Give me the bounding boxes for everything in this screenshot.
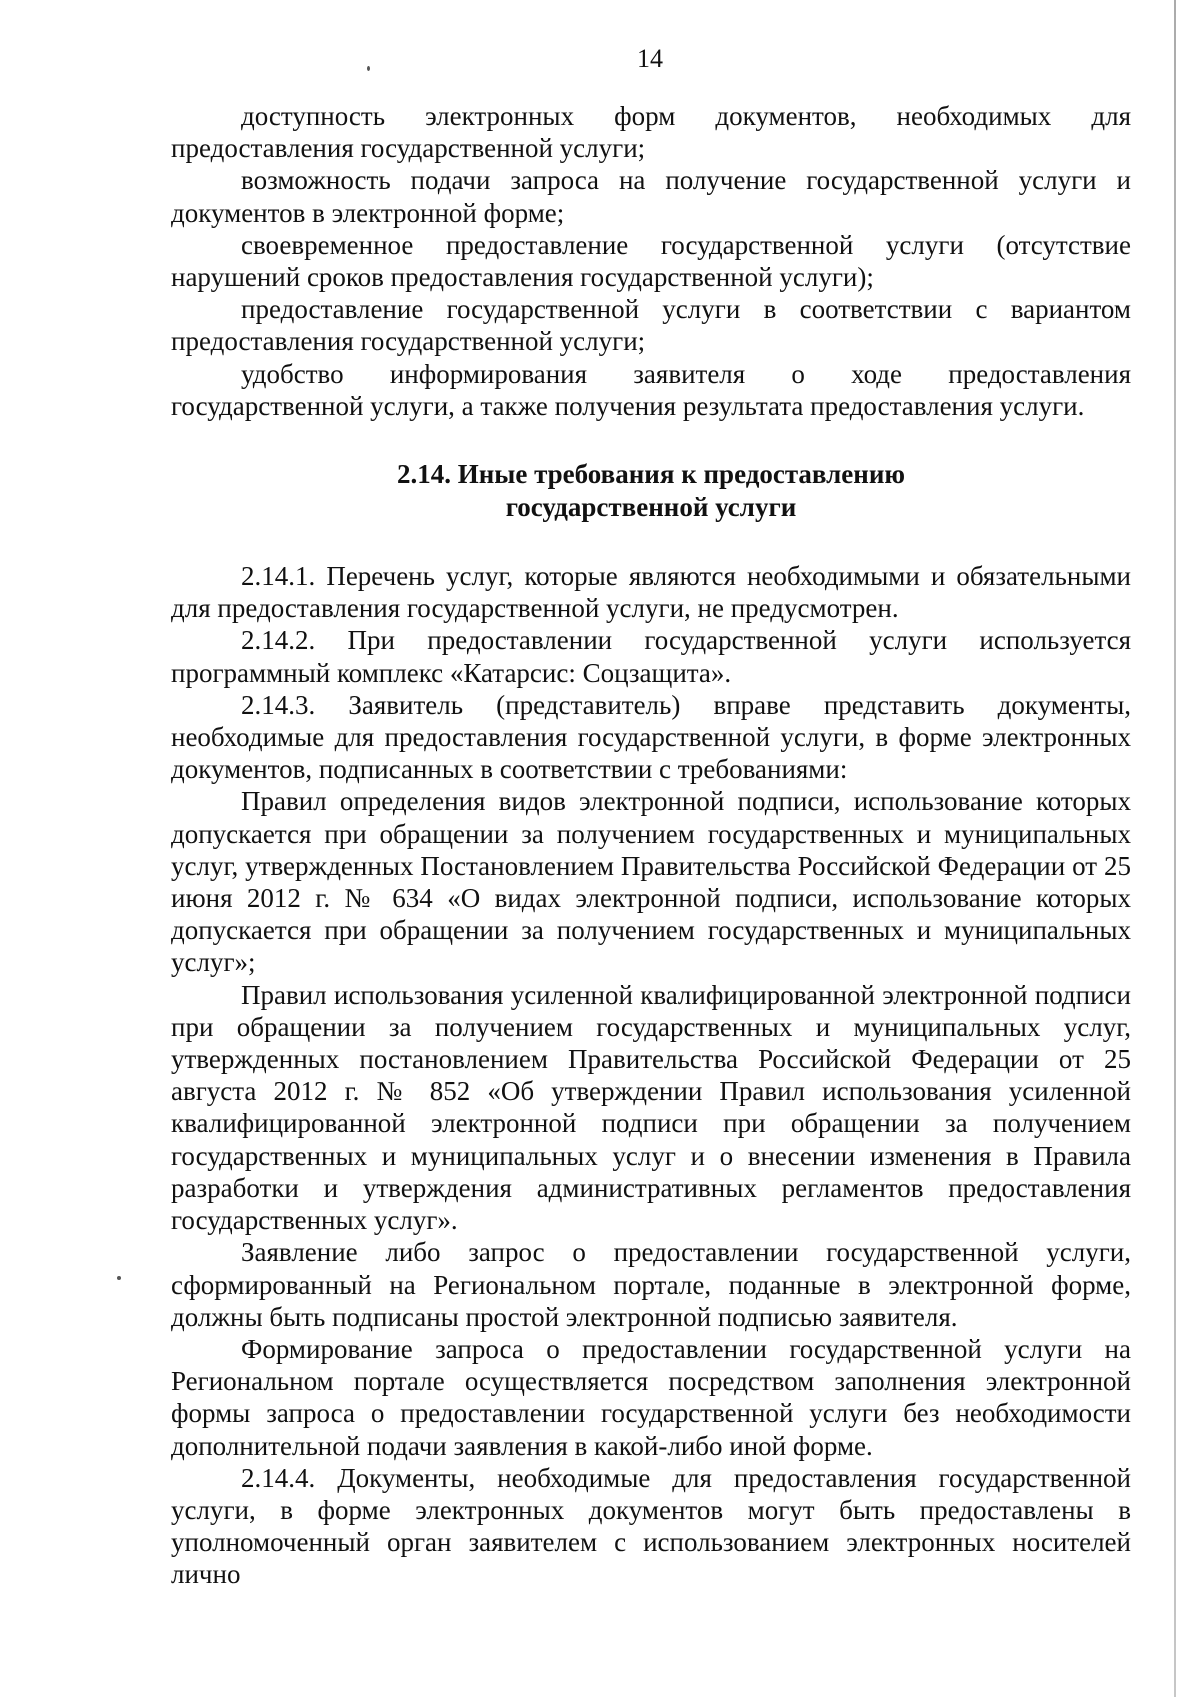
paragraph: предоставление государственной услуги в соответствии с вариантом предоставления государственной услуги; — [171, 294, 1131, 357]
paragraph: Заявление либо запрос о предоставлении государственной услуги, сформированный на Региональном портале, поданные в электронной форме, должны быть подписаны простой электронной подписью заявителя. — [171, 1237, 1131, 1332]
paragraph: доступность электронных форм документов, необходимых для предоставления государственной услуги; — [171, 101, 1131, 164]
section-heading — [171, 458, 1131, 524]
section-heading-line: 2.14. Иные требования к предоставлению — [396, 459, 906, 490]
paragraph: 2.14.4. Документы, необходимые для предоставления государственной услуги, в форме электронных документов могут быть предоставлены в уполномоченный орган заявителем с использованием электронных носителей лично — [171, 1462, 1131, 1590]
paragraph: 2.14.3. Заявитель (представитель) вправе представить документы, необходимые для предоставления государственной услуги, в форме электронных документов, подписанных в соответствии с требованиями: — [171, 689, 1131, 785]
scan-edge-line — [1174, 0, 1176, 1697]
document-body — [171, 100, 1131, 1591]
paragraph: Правил определения видов электронной подписи, использование которых допускается при обращении за получением государственных и муниципальных услуг, утвержденных Постановлением Правительства Российской Федерации от 25 июня 2012 г. № 634 «О видах электронной подписи, использование которых допускается при обращении за получением государственных и муниципальных услуг»; — [171, 786, 1131, 978]
paragraph: своевременное предоставление государственной услуги (отсутствие нарушений сроков предоставления государственной услуги); — [171, 229, 1131, 293]
page-number: 14 — [637, 44, 663, 73]
paragraph: 2.14.1. Перечень услуг, которые являются необходимыми и обязательными для предоставления государственной услуги, не предусмотрен. — [171, 561, 1131, 624]
scan-speck — [117, 1276, 121, 1280]
paragraph: 2.14.2. При предоставлении государственной услуги используется программный комплекс «Катарсис: Соцзащита». — [171, 625, 1131, 688]
paragraph: Правил использования усиленной квалифицированной электронной подписи при обращении за получением государственных и муниципальных услуг, утвержденных постановлением Правительства Российской Федерации от 25 августа 2012 г. № 852 «Об утверждении Правил использования усиленной квалифицированной электронной подписи при обращении за получением государственных и муниципальных услуг и о внесении изменения в Правила разработки и утверждения административных регламентов предоставления государственных услуг». — [171, 979, 1131, 1236]
section-heading-line: государственной услуги — [505, 492, 797, 523]
paragraph: возможность подачи запроса на получение государственной услуги и документов в электронной форме; — [171, 165, 1131, 228]
paragraph: удобство информирования заявителя о ходе предоставления государственной услуги, а также получения результата предоставления услуги. — [171, 358, 1131, 421]
paragraph: Формирование запроса о предоставлении государственной услуги на Региональном портале осуществляется посредством заполнения электронной формы запроса о предоставлении государственной услуги без необходимости дополнительной подачи заявления в какой-либо иной форме. — [171, 1333, 1131, 1461]
